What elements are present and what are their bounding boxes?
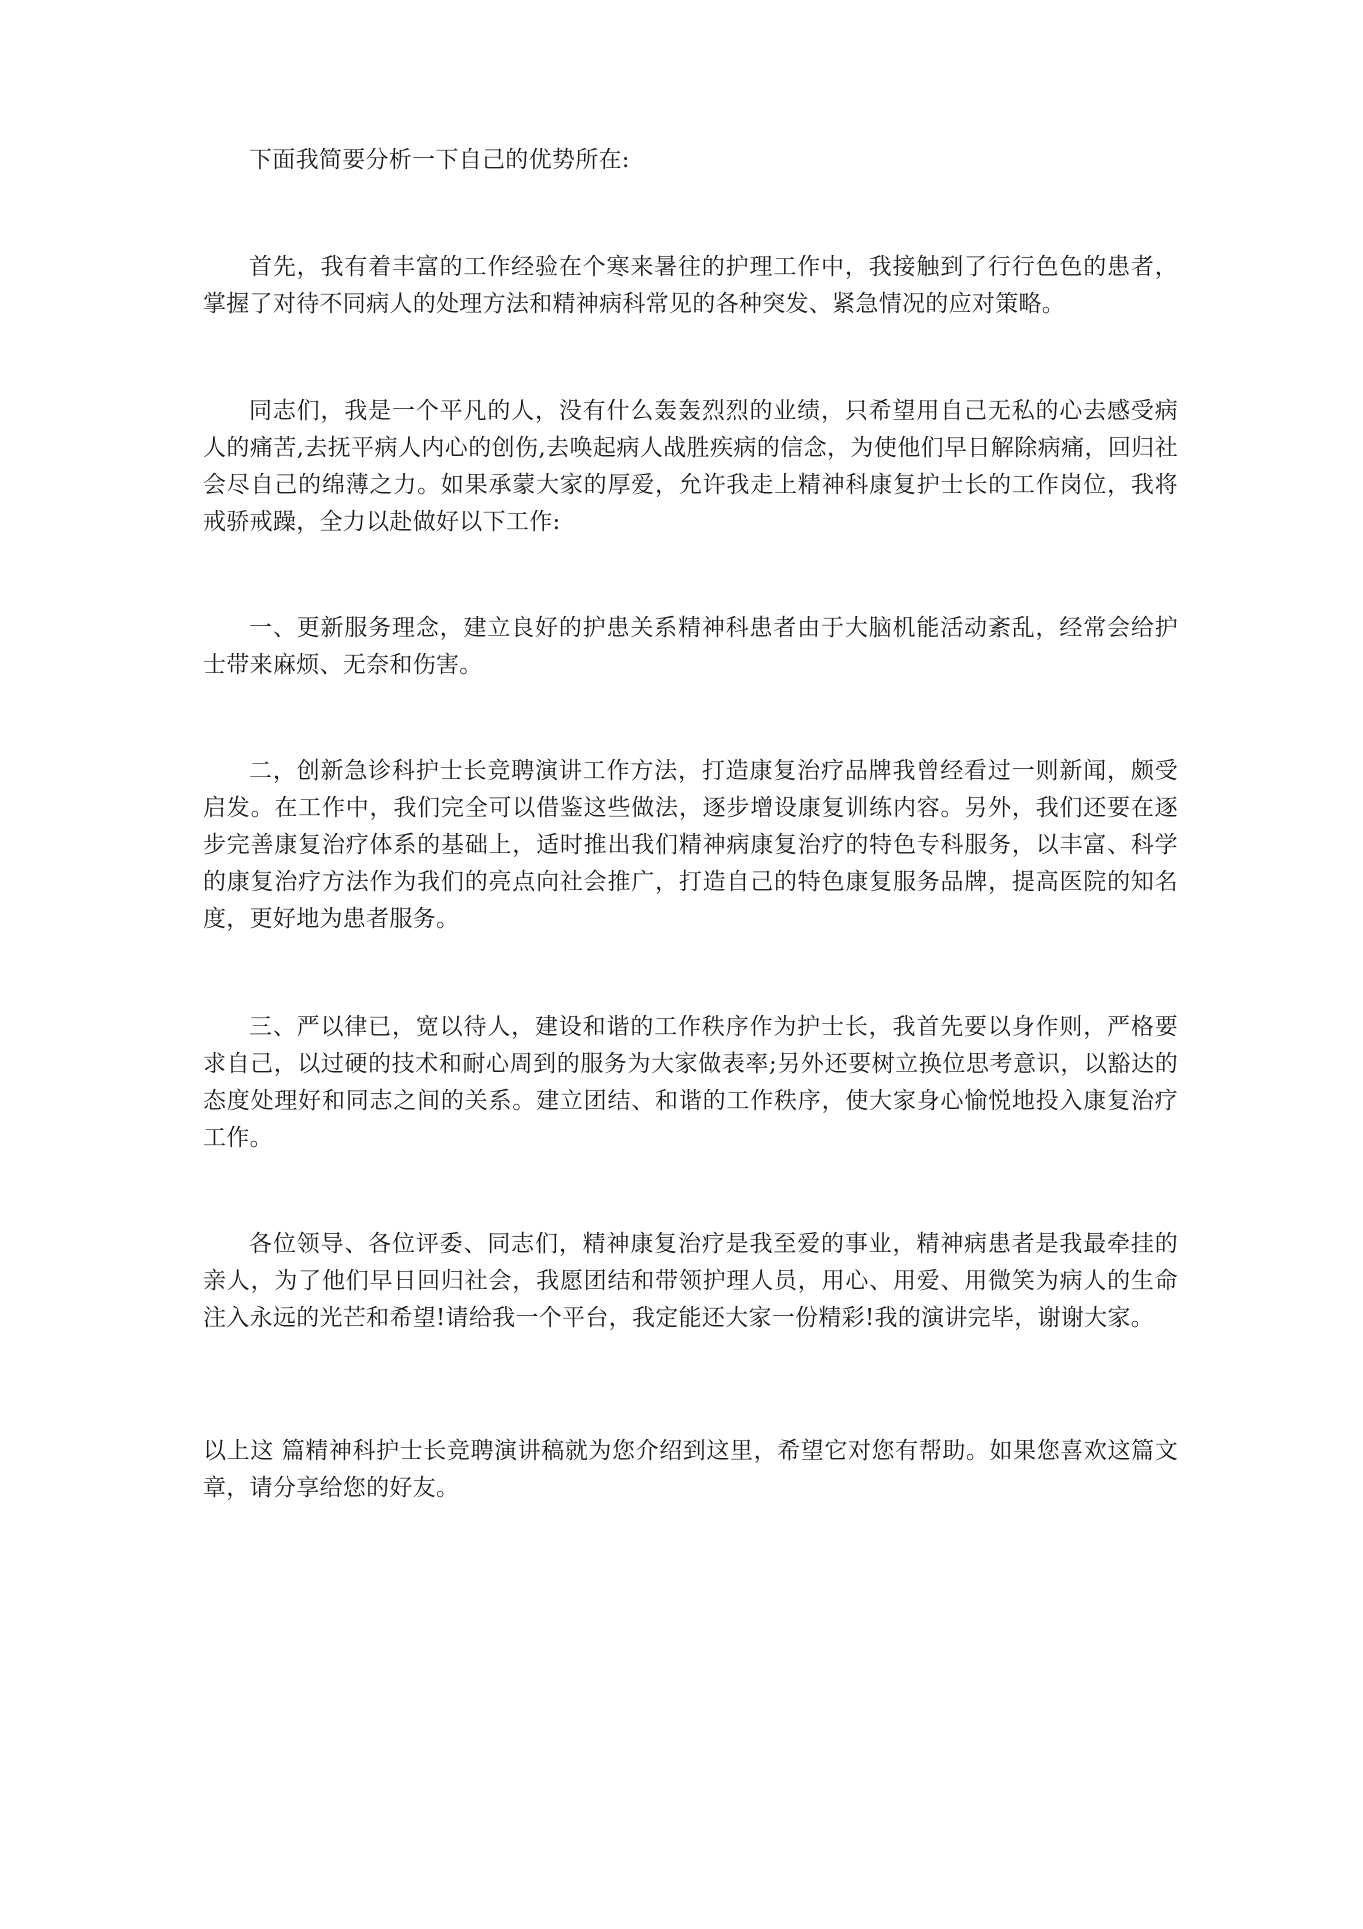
paragraph-point-one: 一、更新服务理念，建立良好的护患关系精神科患者由于大脑机能活动紊乱，经常会给护士带来麻烦、无奈和伤害。 (203, 615, 1178, 678)
paragraph-footer-note: 以上这 篇精神科护士长竞聘演讲稿就为您介绍到这里，希望它对您有帮助。如果您喜欢这篇文章，请分享给您的好友。 (203, 1438, 1178, 1501)
paragraph-point-two: 二，创新急诊科护士长竞聘演讲工作方法，打造康复治疗品牌我曾经看过一则新闻，颇受启发。在工作中，我们完全可以借鉴这些做法，逐步增设康复训练内容。另外，我们还要在逐步完善康复治疗体系的基础上，适时推出我们精神病康复治疗的特色专科服务，以丰富、科学的康复治疗方法作为我们的亮点向社会推广，打造自己的特色康复服务品牌，提高医院的知名度，更好地为患者服务。 (203, 758, 1178, 932)
paragraph-closing: 各位领导、各位评委、同志们，精神康复治疗是我至爱的事业，精神病患者是我最牵挂的亲人，为了他们早日回归社会，我愿团结和带领护理人员，用心、用爱、用微笑为病人的生命注入永远的光芒和希望!请给我一个平台，我定能还大家一份精彩!我的演讲完毕，谢谢大家。 (203, 1231, 1178, 1331)
paragraph-experience: 首先，我有着丰富的工作经验在个寒来暑往的护理工作中，我接触到了行行色色的患者，掌握了对待不同病人的处理方法和精神病科常见的各种突发、紧急情况的应对策略。 (203, 254, 1178, 317)
paragraph-intro: 下面我简要分析一下自己的优势所在: (249, 147, 630, 173)
paragraph-point-three: 三、严以律已，宽以待人，建设和谐的工作秩序作为护士长，我首先要以身作则，严格要求自己，以过硬的技术和耐心周到的服务为大家做表率;另外还要树立换位思考意识，以豁达的态度处理好和同志之间的关系。建立团结、和谐的工作秩序，使大家身心愉悦地投入康复治疗工作。 (203, 1014, 1178, 1151)
paragraph-comrades: 同志们，我是一个平凡的人，没有什么轰轰烈烈的业绩，只希望用自己无私的心去感受病人的痛苦,去抚平病人内心的创伤,去唤起病人战胜疾病的信念，为使他们早日解除病痛，回归社会尽自己的绵薄之力。如果承蒙大家的厚爱，允许我走上精神科康复护士长的工作岗位，我将戒骄戒躁，全力以赴做好以下工作: (203, 398, 1178, 535)
